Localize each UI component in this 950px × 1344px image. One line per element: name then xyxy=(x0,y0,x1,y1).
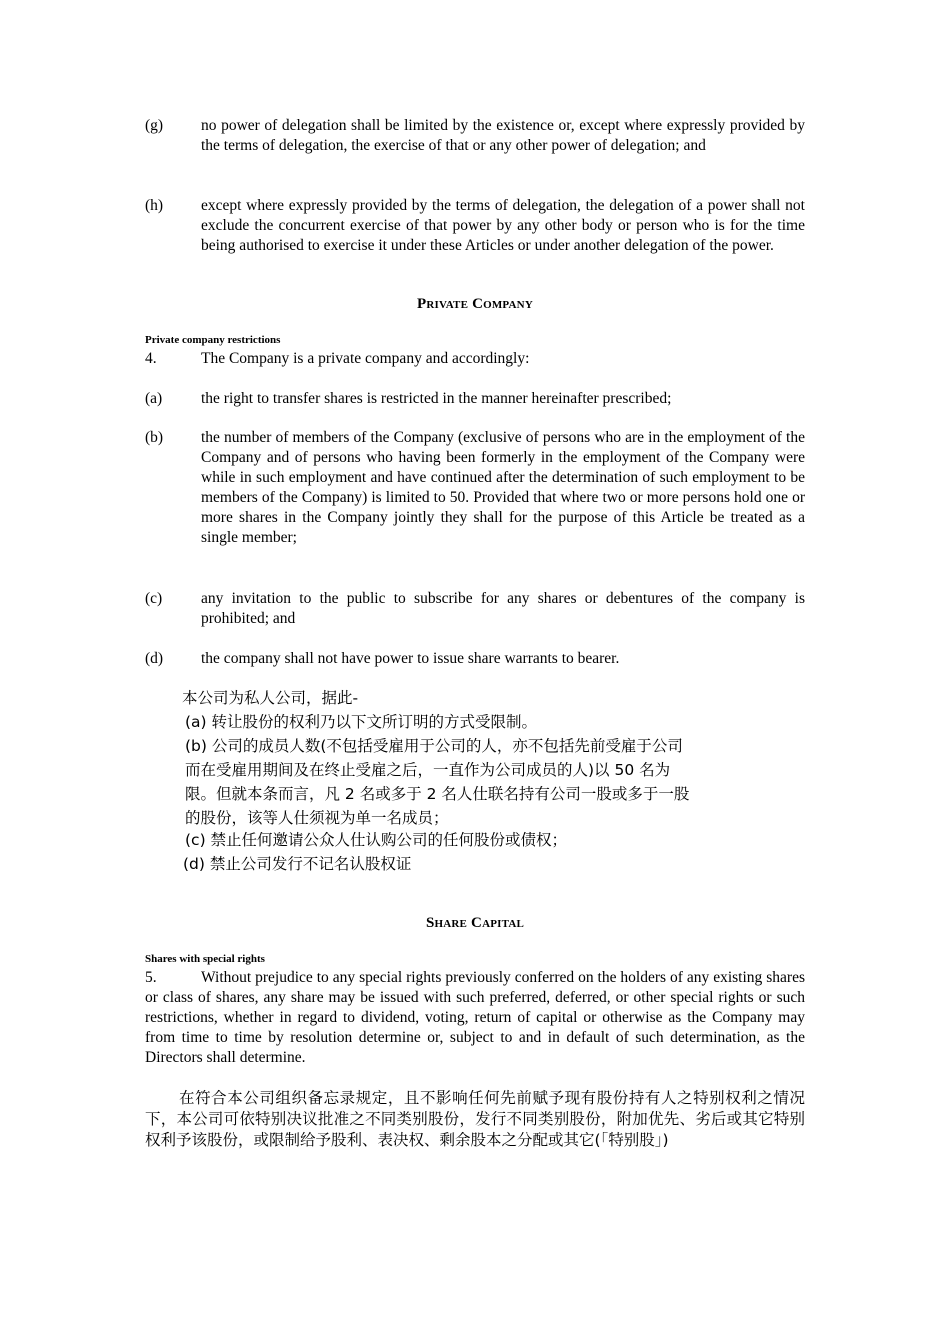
clause-label: (h) xyxy=(145,197,164,214)
clause-d xyxy=(145,649,805,669)
article-number: 5. xyxy=(145,969,157,986)
clause-label: (c) xyxy=(145,590,163,607)
clause-label: (b) xyxy=(145,429,164,446)
chinese-line: (d) 禁止公司发行不记名认股权证 xyxy=(183,855,412,873)
subheading-private-company-restrictions: Private company restrictions xyxy=(145,334,281,346)
chinese-line: (c) 禁止任何邀请公众人仕认购公司的任何股份或债权； xyxy=(185,831,568,849)
clause-text: no power of delegation shall be limited by the existence or, except where expressly provided by the terms of delegation, the exercise of that or any other power of delegation; and xyxy=(201,117,805,154)
chinese-line: 的股份，该等人仕须视为单一名成员； xyxy=(185,809,449,827)
chinese-line: 限。但就本条而言，凡 2 名或多于 2 名人仕联名持有公司一股或多于一股 xyxy=(185,785,690,803)
section-heading-private-company: Private Company xyxy=(417,296,533,312)
clause-label: (d) xyxy=(145,650,164,667)
article-text: Without prejudice to any special rights previously conferred on the holders of any existing shares or class of shares, any share may be issued with such preferred, deferred, or other special rights or such restrictions, whether in regard to dividend, voting, return of capital or otherwise as the Company may from time to time by resolution determine or, subject to and in default of such determination, as the Directors shall determine. xyxy=(145,969,805,1066)
clause-c xyxy=(145,589,805,629)
chinese-line: 而在受雇用期间及在终止受雇之后，一直作为公司成员的人)以 50 名为 xyxy=(185,761,671,779)
chinese-line: 本公司为私人公司，据此- xyxy=(182,689,359,707)
article-4 xyxy=(145,349,805,369)
clause-label: (g) xyxy=(145,117,164,134)
clause-label: (a) xyxy=(145,390,163,407)
chinese-paragraph: 在符合本公司组织备忘录规定，且不影响任何先前赋予现有股份持有人之特别权利之情况下，本公司可依特别决议批准之不同类别股份，发行不同类别股份，附加优先、劣后或其它特别权利予该股份，或限制给予股利、表决权、剩余股本之分配或其它(「特别股」) xyxy=(145,1089,805,1149)
chinese-line: (b) 公司的成员人数(不包括受雇用于公司的人，亦不包括先前受雇于公司 xyxy=(185,737,683,755)
article-number: 4. xyxy=(145,350,157,367)
clause-text: any invitation to the public to subscribe for any shares or debentures of the company is prohibited; and xyxy=(201,590,805,627)
clause-b xyxy=(145,428,805,548)
chinese-line: (a) 转让股份的权利乃以下文所订明的方式受限制。 xyxy=(185,713,538,731)
clause-text: the right to transfer shares is restricted in the manner hereinafter prescribed; xyxy=(201,390,672,407)
clause-text: the number of members of the Company (exclusive of persons who are in the employment of the Company and of persons who having been formerly in the employment of the Company were while in such employment and have continued after the determination of such employment to be members of the Company) is limited to 50. Provided that where two or more persons hold one or more shares in the Company jointly they shall for the purpose of this Article be treated as a single member; xyxy=(201,429,805,546)
section-heading-share-capital: Share Capital xyxy=(425,915,525,931)
clause-text: the company shall not have power to issue share warrants to bearer. xyxy=(201,650,620,667)
clause-g xyxy=(145,116,805,156)
subheading-shares-with-special-rights: Shares with special rights xyxy=(145,953,265,965)
clause-h xyxy=(145,196,805,256)
article-5 xyxy=(145,968,805,1068)
clause-text: except where expressly provided by the terms of delegation, the delegation of a power shall not exclude the concurrent exercise of that power by any other body or person who is for the time being authorised to exercise it under these Articles or under another delegation of the power. xyxy=(201,197,805,254)
article-text: The Company is a private company and accordingly: xyxy=(201,350,530,367)
clause-a xyxy=(145,389,805,409)
